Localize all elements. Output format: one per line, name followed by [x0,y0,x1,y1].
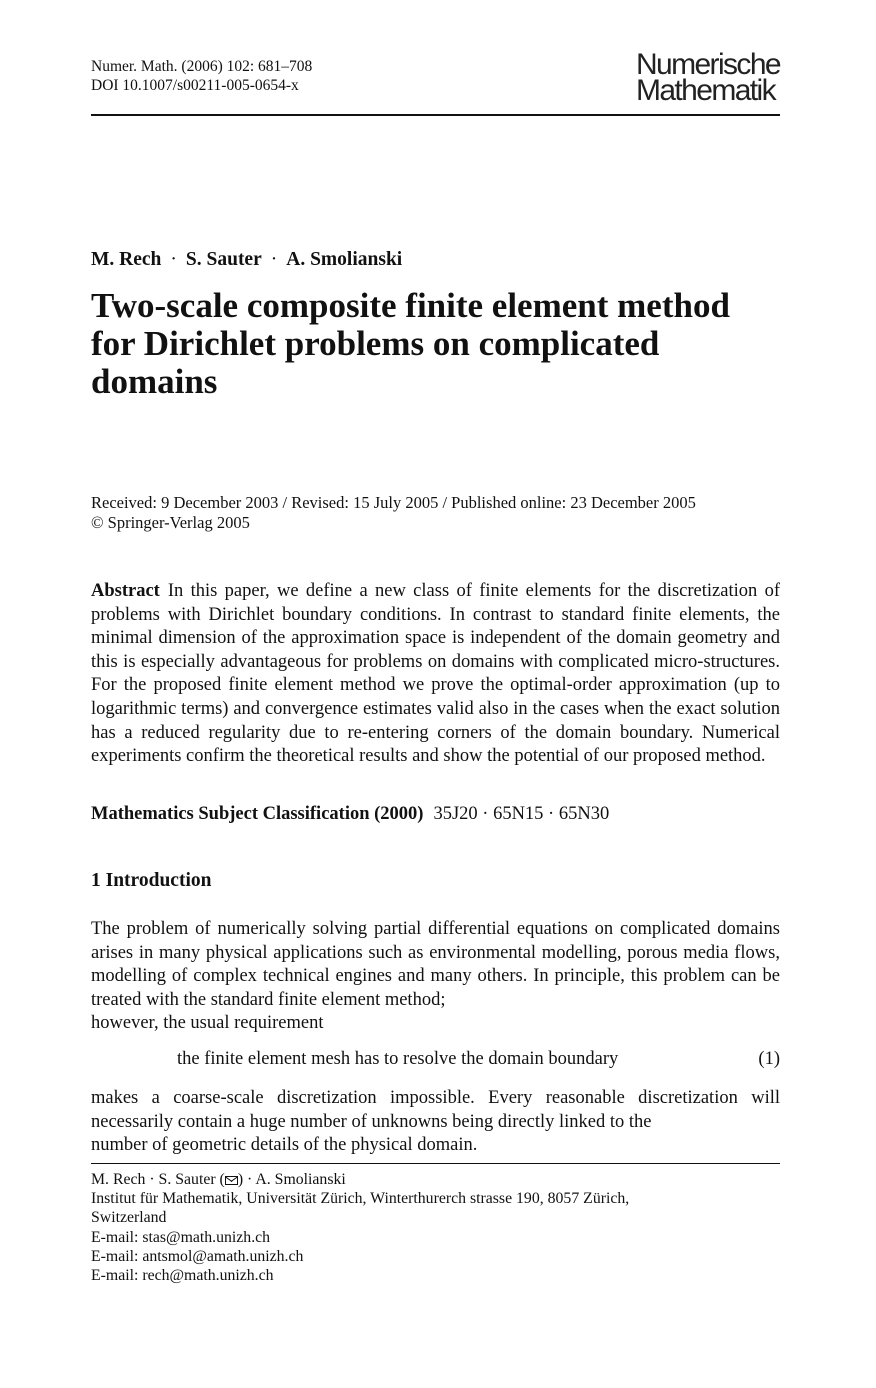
footnote-rule [91,1163,780,1164]
abstract-text: In this paper, we define a new class of finite elements for the discretization of problems with Dirichlet boundary conditions. In contrast to standard finite elements, the minimal dimension of the approximation space is independent of the domain geometry and this is especially advantageous for problems on domains with complicated micro-structures. For the proposed finite element method we prove the optimal-order approximation (up to logarithmic terms) and convergence estimates valid also in the cases when the exact solution has a reduced regularity due to re-entering corners of the domain boundary. Numerical experiments confirm the theoretical results and show the potential of our proposed method. [91,581,780,767]
intro-paragraph: makes a coarse-scale discretization impossible. Every reasonable discretization will necessarily contain a huge number of unknowns being directly linked to the number of geometric details of the physical domain. [91,1088,780,1156]
email: E-mail: antsmol@amath.unizh.ch [91,1247,304,1265]
citation-block [91,57,312,95]
author-list [91,249,402,271]
footnote-authors: M. Rech · S. Sauter ( ) · A. Smolianski [91,1171,346,1188]
equation-number: (1) [758,1049,780,1069]
email: E-mail: rech@math.unizh.ch [91,1267,274,1285]
section-heading: 1 Introduction [91,870,212,891]
doi: DOI 10.1007/s00211-005-0654-x [91,77,299,94]
subject-classification [91,804,609,825]
author-footnote [91,1170,780,1285]
author: M. Rech [91,249,162,270]
paper-title: Two-scale composite finite element method for Dirichlet problems on complicated domains [91,286,730,401]
intro-paragraph: The problem of numerically solving partial differential equations on complicated domains arises in many physical applications such as environmental modelling, porous media flows, modelling of complex technical engines and many others. In principle, this problem can be treated with the standard finite element method; however, the usual requirement [91,919,780,1034]
author-separator: · [270,249,278,270]
author: S. Sauter [185,249,262,270]
citation: Numer. Math. (2006) 102: 681–708 [91,58,313,75]
affiliation: Institut für Mathematik, Universität Zürich, Winterthurerch strasse 190, 8057 Zürich, [91,1190,630,1208]
abstract-label: Abstract [91,581,160,601]
affiliation: Switzerland [91,1209,167,1227]
publication-dates [91,493,696,533]
author: A. Smolianski [286,249,403,270]
author-separator: · [170,249,177,270]
history-dates: Received: 9 December 2003 / Revised: 15 July 2005 / Published online: 23 December 2005 [91,493,696,512]
email: E-mail: stas@math.unizh.ch [91,1228,271,1246]
journal-header [91,48,780,116]
journal-logo: Numerische Mathematik [635,48,780,107]
envelope-icon [225,1176,238,1185]
paper-page [91,0,780,1388]
msc-codes: 35J20 · 65N15 · 65N30 [433,804,610,824]
msc-label: Mathematics Subject Classification (2000) [91,804,424,824]
display-equation [91,1049,780,1073]
copyright: © Springer-Verlag 2005 [91,513,250,532]
abstract [91,580,780,769]
equation-text: the finite element mesh has to resolve the domain boundary [177,1049,619,1069]
